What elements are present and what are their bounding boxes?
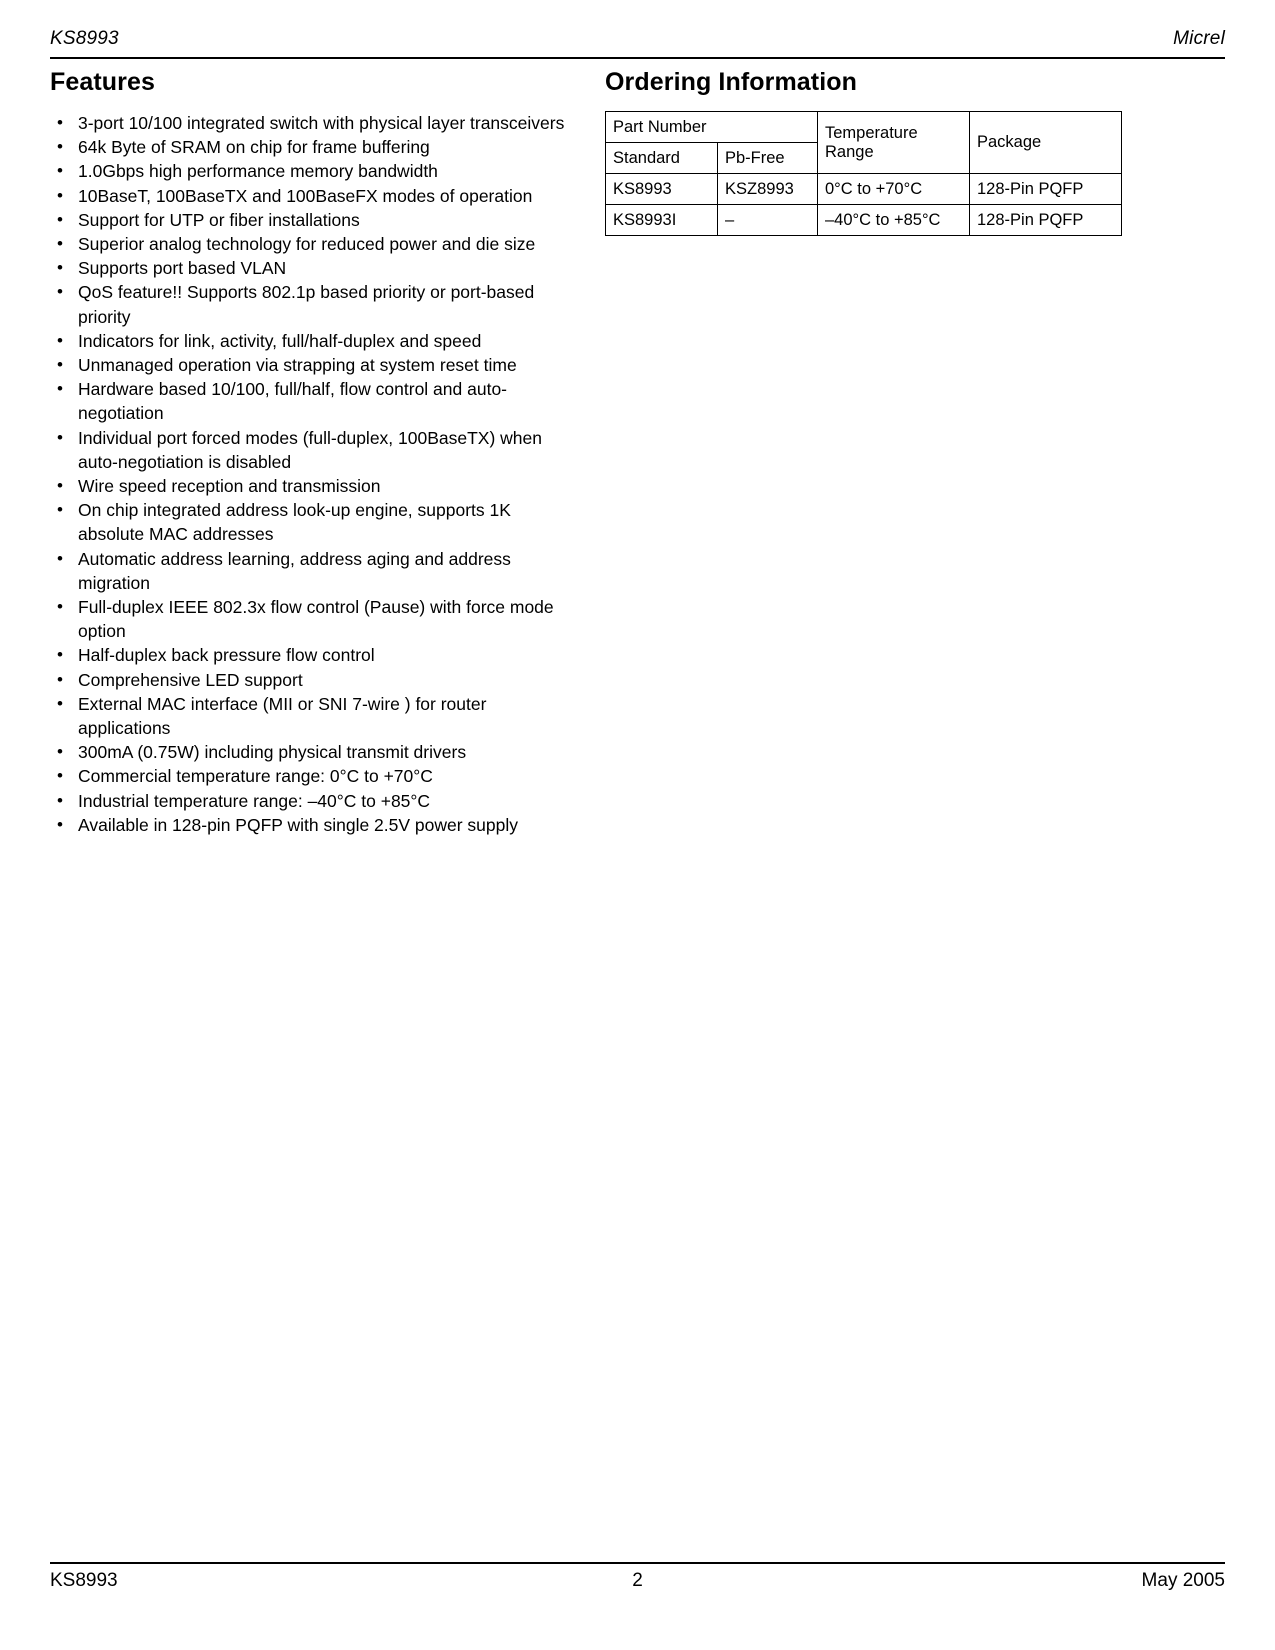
bullet-icon: •	[57, 476, 63, 496]
list-item	[50, 547, 570, 595]
list-item-text: Industrial temperature range: –40°C to +85°C	[78, 790, 431, 811]
ordering-information-table	[605, 111, 1122, 236]
list-item	[50, 474, 570, 498]
bullet-icon: •	[57, 330, 63, 350]
bullet-icon: •	[57, 790, 63, 810]
bullet-icon: •	[57, 427, 63, 447]
table-header-row	[606, 112, 1122, 143]
table-row	[606, 174, 1122, 205]
footer-part-number: KS8993	[50, 1570, 118, 1591]
list-item	[50, 764, 570, 788]
list-item	[50, 329, 570, 353]
list-item	[50, 111, 570, 135]
list-item	[50, 595, 570, 643]
list-item	[50, 692, 570, 740]
list-item-text: 1.0Gbps high performance memory bandwidth	[78, 161, 438, 182]
header-company-name: Micrel	[1173, 28, 1225, 49]
list-item-text: On chip integrated address look-up engine, supports 1K absolute MAC addresses	[78, 500, 511, 545]
bullet-icon: •	[57, 814, 63, 834]
footer-page-number: 2	[632, 1570, 643, 1591]
cell-temperature: –40°C to +85°C	[818, 205, 970, 236]
list-item	[50, 208, 570, 232]
bullet-icon: •	[57, 500, 63, 520]
bullet-icon: •	[57, 234, 63, 254]
ordering-column	[605, 68, 1225, 236]
ordering-heading: Ordering Information	[605, 68, 857, 96]
list-item	[50, 280, 570, 328]
bullet-icon: •	[57, 548, 63, 568]
list-item-text: Supports port based VLAN	[78, 258, 287, 279]
features-list	[50, 111, 570, 837]
list-item-text: 300mA (0.75W) including physical transmit drivers	[78, 742, 467, 763]
bullet-icon: •	[57, 379, 63, 399]
cell-package: 128-Pin PQFP	[970, 205, 1122, 236]
list-item	[50, 789, 570, 813]
list-item	[50, 668, 570, 692]
list-item	[50, 353, 570, 377]
features-column	[50, 68, 570, 837]
list-item-text: Individual port forced modes (full-duplex, 100BaseTX) when auto-negotiation is disabled	[78, 427, 542, 472]
column-header-pb-free: Pb-Free	[718, 143, 818, 174]
list-item	[50, 740, 570, 764]
column-header-standard: Standard	[606, 143, 718, 174]
bullet-icon: •	[57, 669, 63, 689]
header-divider	[50, 57, 1225, 59]
list-item	[50, 643, 570, 667]
footer-date: May 2005	[1141, 1570, 1225, 1591]
cell-standard: KS8993	[606, 174, 718, 205]
bullet-icon: •	[57, 693, 63, 713]
list-item-text: Support for UTP or fiber installations	[78, 209, 360, 230]
column-header-part-number: Part Number	[606, 112, 818, 143]
bullet-icon: •	[57, 355, 63, 375]
bullet-icon: •	[57, 258, 63, 278]
column-header-package: Package	[970, 112, 1122, 174]
footer-divider	[50, 1562, 1225, 1564]
list-item-text: Commercial temperature range: 0°C to +70°C	[78, 766, 433, 787]
list-item	[50, 256, 570, 280]
list-item-text: 3-port 10/100 integrated switch with physical layer transceivers	[78, 113, 565, 133]
list-item-text: Full-duplex IEEE 802.3x flow control (Pause) with force mode option	[78, 597, 554, 642]
bullet-icon: •	[57, 645, 63, 665]
list-item-text: Automatic address learning, address aging and address migration	[78, 548, 511, 593]
page-footer	[50, 1570, 1225, 1592]
bullet-icon: •	[57, 742, 63, 762]
bullet-icon: •	[57, 185, 63, 205]
bullet-icon: •	[57, 161, 63, 181]
bullet-icon: •	[57, 766, 63, 786]
bullet-icon: •	[57, 282, 63, 302]
list-item-text: QoS feature!! Supports 802.1p based priority or port-based priority	[78, 282, 535, 327]
list-item	[50, 159, 570, 183]
column-header-temperature-range: Temperature Range	[818, 112, 970, 174]
cell-standard: KS8993I	[606, 205, 718, 236]
features-heading: Features	[50, 68, 156, 96]
list-item-text: Unmanaged operation via strapping at system reset time	[78, 355, 517, 376]
list-item-text: Half-duplex back pressure flow control	[78, 645, 375, 666]
list-item-text: Indicators for link, activity, full/half-duplex and speed	[78, 330, 482, 351]
table-row	[606, 205, 1122, 236]
list-item	[50, 232, 570, 256]
cell-package: 128-Pin PQFP	[970, 174, 1122, 205]
bullet-icon: •	[57, 137, 63, 157]
list-item	[50, 426, 570, 474]
list-item	[50, 135, 570, 159]
list-item-text: Hardware based 10/100, full/half, flow control and auto-negotiation	[78, 379, 508, 424]
list-item-text: External MAC interface (MII or SNI 7-wire ) for router applications	[78, 693, 487, 739]
cell-pb-free: –	[718, 205, 818, 236]
bullet-icon: •	[57, 597, 63, 617]
list-item-text: 64k Byte of SRAM on chip for frame buffering	[78, 137, 430, 158]
list-item	[50, 813, 570, 837]
list-item-text: 10BaseT, 100BaseTX and 100BaseFX modes of operation	[78, 185, 533, 206]
list-item	[50, 184, 570, 208]
list-item-text: Available in 128-pin PQFP with single 2.5V power supply	[78, 814, 519, 835]
header-part-number: KS8993	[50, 28, 119, 49]
bullet-icon: •	[57, 113, 63, 132]
list-item	[50, 377, 570, 425]
list-item	[50, 498, 570, 546]
list-item-text: Wire speed reception and transmission	[78, 476, 381, 497]
list-item-text: Superior analog technology for reduced power and die size	[78, 234, 536, 255]
page-header	[50, 28, 1225, 50]
bullet-icon: •	[57, 209, 63, 229]
list-item-text: Comprehensive LED support	[78, 669, 303, 690]
cell-temperature: 0°C to +70°C	[818, 174, 970, 205]
cell-pb-free: KSZ8993	[718, 174, 818, 205]
